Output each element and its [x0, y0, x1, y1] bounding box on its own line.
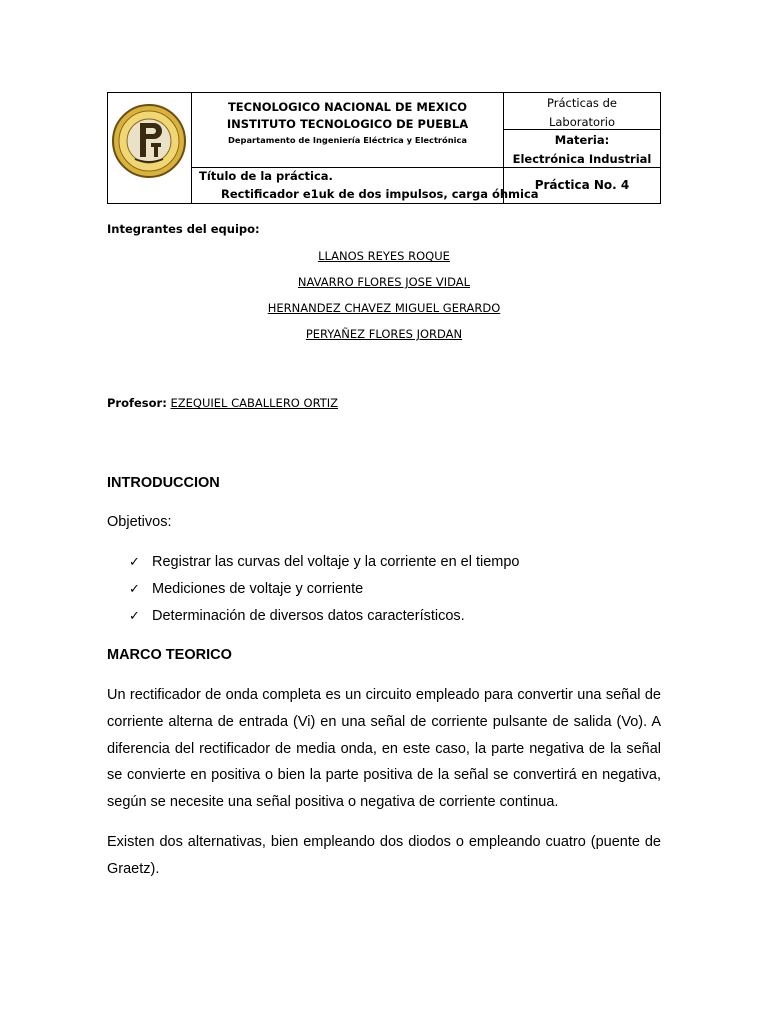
materia-label: Materia:	[554, 133, 610, 147]
title-label: Título de la práctica.	[199, 169, 333, 183]
objective-text: Determinación de diversos datos característicos.	[152, 608, 465, 624]
team-member: HERNANDEZ CHAVEZ MIGUEL GERARDO	[267, 301, 501, 315]
list-item	[129, 579, 520, 606]
materia-cell	[504, 130, 660, 168]
intro-heading: INTRODUCCION	[107, 475, 220, 491]
objectives-label: Objetivos:	[107, 514, 172, 530]
practicas-cell	[504, 93, 660, 130]
team-label: Integrantes del equipo:	[107, 222, 260, 236]
checkmark-icon: ✓	[129, 609, 140, 624]
practicas-line2: Laboratorio	[548, 115, 616, 129]
institute-name: INSTITUTO TECNOLOGICO DE PUEBLA	[226, 117, 469, 131]
theory-paragraph-1: Un rectificador de onda completa es un circuito empleado para convertir una señal de corriente alterna de entrada (Vi) en una señal de corriente pulsante de salida (Vo). A diferencia del rectificador de media onda, en este caso, la parte negativa de la señal se convierte en positiva o bien la parte positiva de la señal se convertirá en negativa, según se necesite una señal positiva o negativa de corriente continua.	[107, 687, 661, 811]
professor-name: EZEQUIEL CABALLERO ORTIZ	[170, 396, 339, 410]
institute-seal-icon	[111, 103, 187, 179]
header-table	[107, 92, 661, 204]
institution-name: TECNOLOGICO NACIONAL DE MEXICO	[227, 100, 468, 114]
institution-cell	[192, 93, 504, 168]
practice-number-cell	[504, 168, 660, 203]
objective-text: Registrar las curvas del voltaje y la corriente en el tiempo	[152, 554, 520, 570]
theory-heading: MARCO TEORICO	[107, 647, 232, 663]
materia-value: Electrónica Industrial	[512, 152, 652, 166]
team-member: NAVARRO FLORES JOSE VIDAL	[297, 275, 471, 289]
list-item	[129, 606, 520, 633]
practice-title: Rectificador e1uk de dos impulsos, carga óhmica	[221, 187, 539, 201]
checkmark-icon: ✓	[129, 582, 140, 597]
professor-label: Profesor:	[107, 396, 167, 410]
team-member: PERYAÑEZ FLORES JORDAN	[305, 327, 463, 341]
theory-paragraph-2: Existen dos alternativas, bien empleando dos diodos o empleando cuatro (puente de Graetz).	[107, 834, 661, 877]
title-cell	[192, 168, 539, 203]
objective-text: Mediciones de voltaje y corriente	[152, 581, 364, 597]
checkmark-icon: ✓	[129, 555, 140, 570]
practice-number: Práctica No. 4	[534, 178, 630, 192]
logo-cell	[108, 93, 192, 203]
list-item	[129, 552, 520, 579]
practicas-line1: Prácticas de	[547, 96, 617, 110]
department-name: Departamento de Ingeniería Eléctrica y Electrónica	[227, 135, 467, 145]
objectives-list	[129, 552, 520, 633]
team-member: LLANOS REYES ROQUE	[318, 249, 450, 263]
professor-line	[107, 396, 338, 410]
